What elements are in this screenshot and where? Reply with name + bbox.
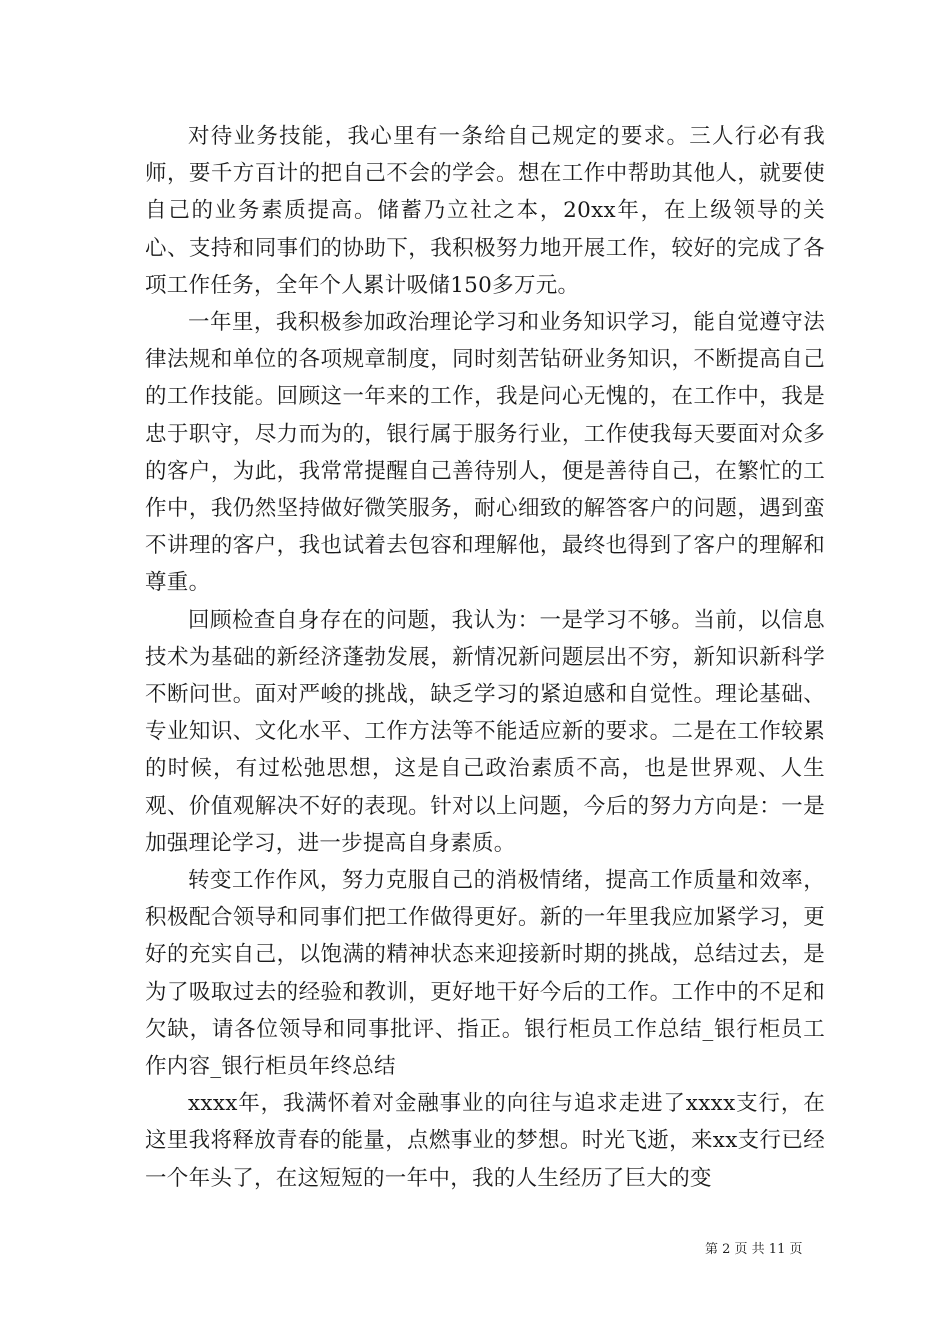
paragraph-5: xxxx年，我满怀着对金融事业的向往与追求走进了xxxx支行，在这里我将释放青春的能量，点燃事业的梦想。时光飞逝，来xx支行已经一个年头了，在这短短的一年中，我的人生经历了巨大的变 xyxy=(145,1091,825,1191)
page-number-footer xyxy=(705,1238,802,1257)
paragraph-1: 对待业务技能，我心里有一条给自己规定的要求。三人行必有我师，要千方百计的把自己不会的学会。想在工作中帮助其他人，就要使自己的业务素质提高。储蓄乃立社之本，20xx年，在上级领导的关心、支持和同事们的协助下，我积极努力地开展工作，较好的完成了各项工作任务，全年个人累计吸储150多万元。 xyxy=(145,124,825,298)
page-number-label: 第 2 页 共 11 页 xyxy=(705,1242,803,1257)
paragraph-3: 回顾检查自身存在的问题，我认为：一是学习不够。当前，以信息技术为基础的新经济蓬勃发展，新情况新问题层出不穷，新知识新科学不断问世。面对严峻的挑战，缺乏学习的紧迫感和自觉性。理论基础、专业知识、文化水平、工作方法等不能适应新的要求。二是在工作较累的时候，有过松弛思想，这是自己政治素质不高，也是世界观、人生观、价值观解决不好的表现。针对以上问题，今后的努力方向是：一是加强理论学习，进一步提高自身素质。 xyxy=(145,607,825,856)
document-body xyxy=(145,118,825,1197)
paragraph-4: 转变工作作风，努力克服自己的消极情绪，提高工作质量和效率，积极配合领导和同事们把工作做得更好。新的一年里我应加紧学习，更好的充实自己，以饱满的精神状态来迎接新时期的挑战，总结过去，是为了吸取过去的经验和教训，更好地干好今后的工作。工作中的不足和欠缺，请各位领导和同事批评、指正。银行柜员工作总结_银行柜员工作内容_银行柜员年终总结 xyxy=(145,868,825,1080)
paragraph-2: 一年里，我积极参加政治理论学习和业务知识学习，能自觉遵守法律法规和单位的各项规章制度，同时刻苦钻研业务知识，不断提高自己的工作技能。回顾这一年来的工作，我是问心无愧的，在工作中，我是忠于职守，尽力而为的，银行属于服务行业，工作使我每天要面对众多的客户，为此，我常常提醒自己善待别人，便是善待自己，在繁忙的工作中，我仍然坚持做好微笑服务，耐心细致的解答客户的问题，遇到蛮不讲理的客户，我也试着去包容和理解他，最终也得到了客户的理解和尊重。 xyxy=(145,310,825,596)
